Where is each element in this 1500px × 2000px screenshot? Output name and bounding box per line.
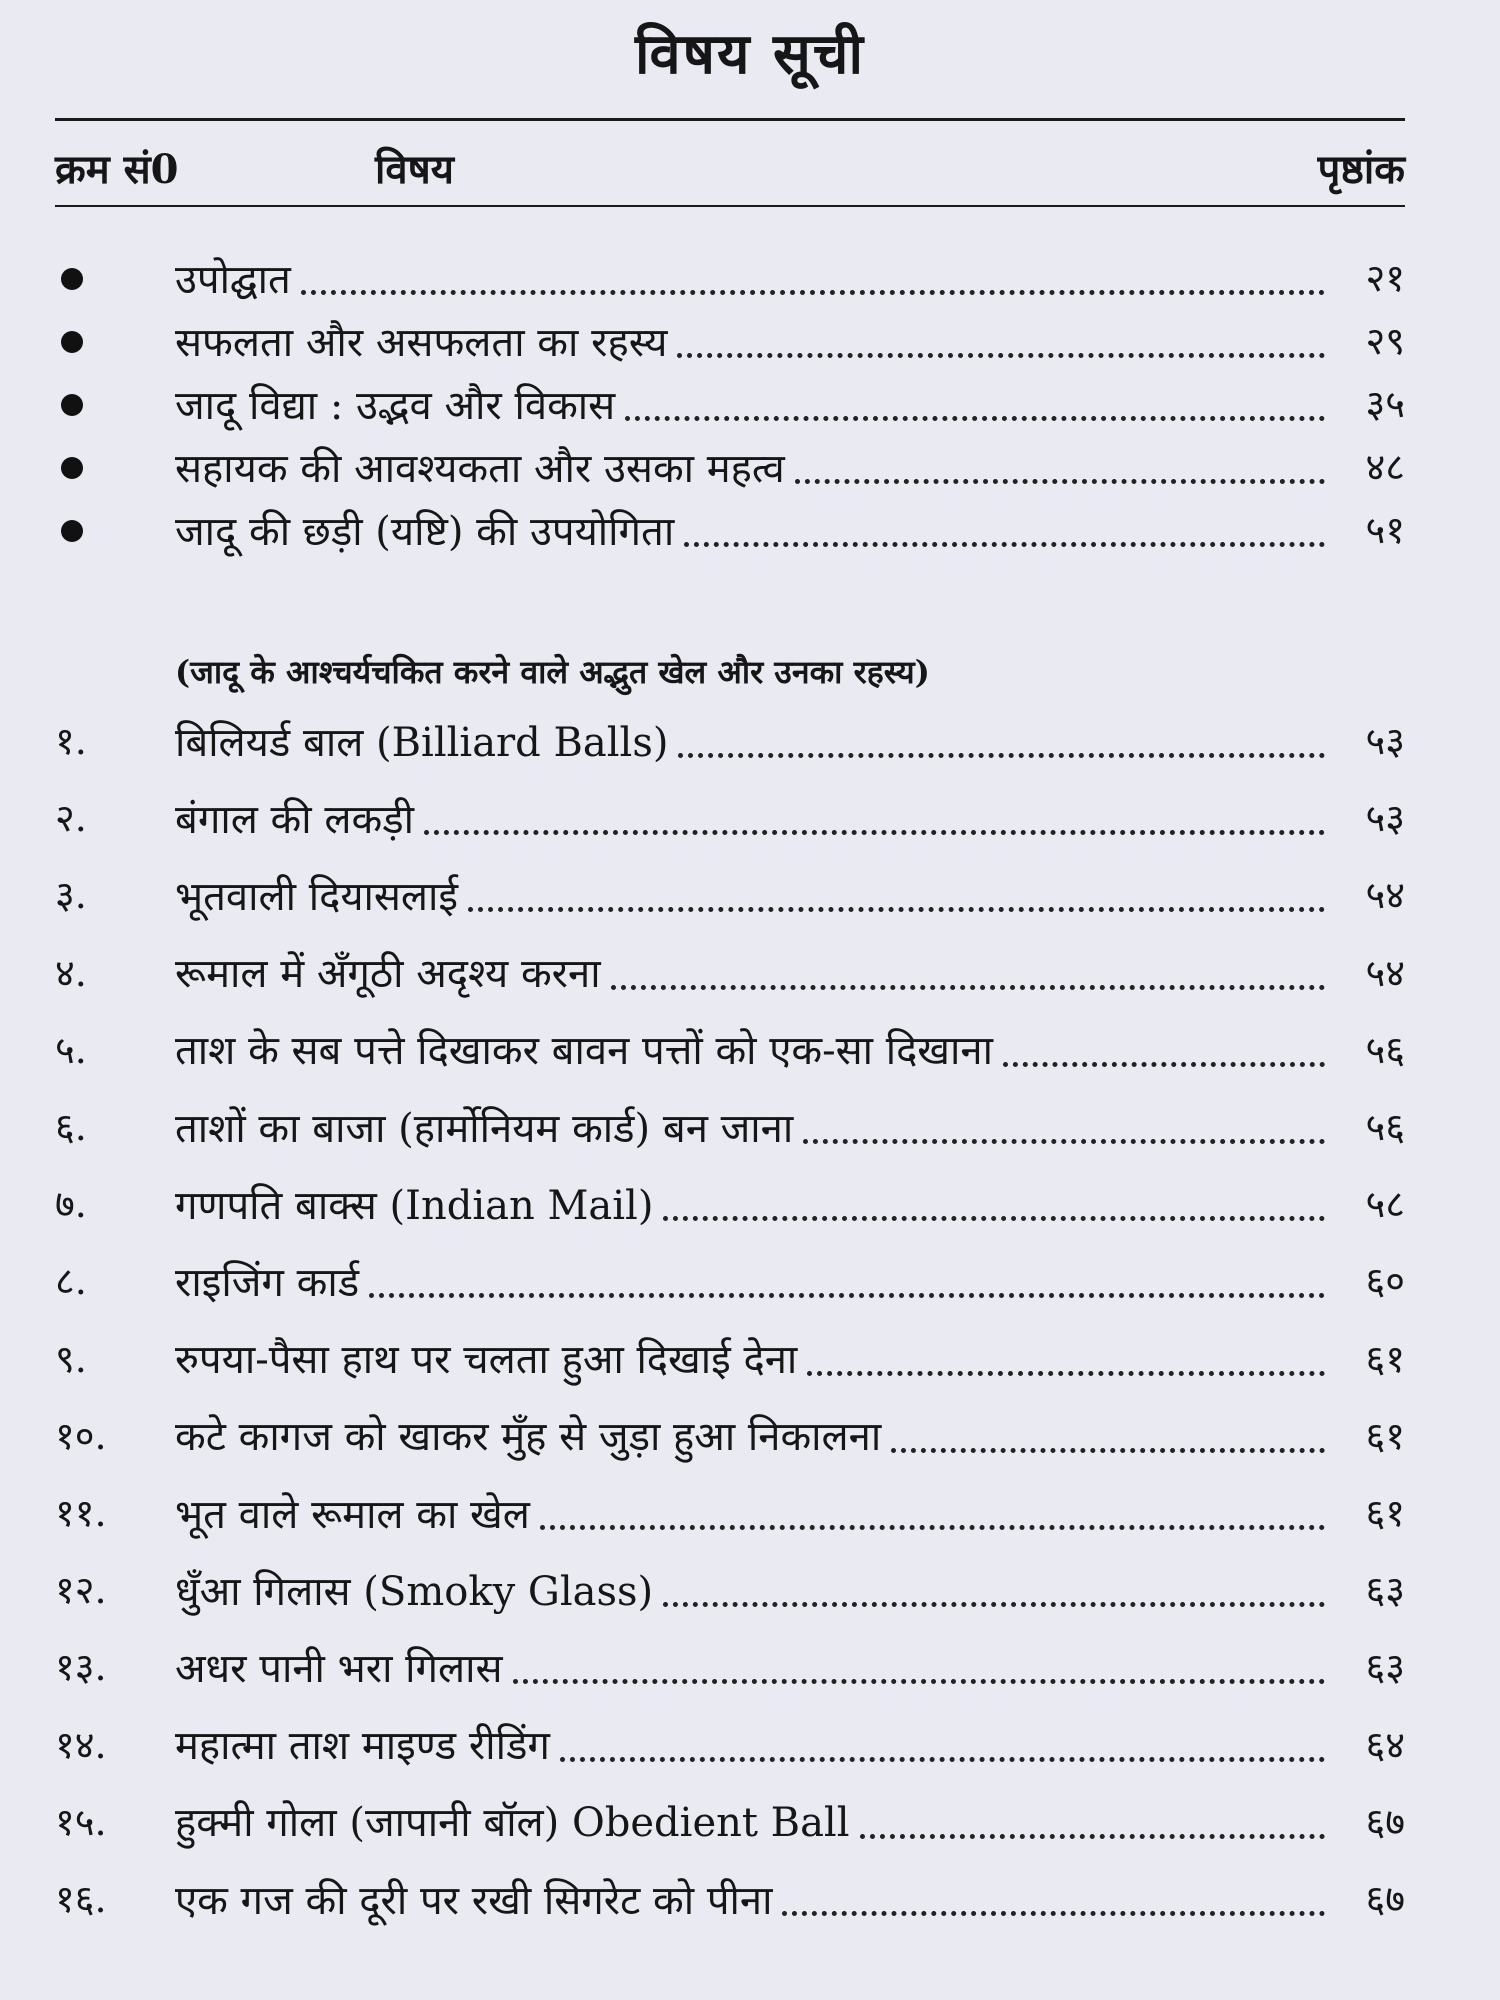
list-item: [55, 1712, 1405, 1776]
list-item: [55, 1248, 1405, 1312]
header-subject: विषय: [375, 146, 454, 193]
dot-leader: [513, 1679, 1325, 1684]
item-title: अधर पानी भरा गिलास: [175, 1645, 503, 1692]
item-title: बंगाल की लकड़ी: [175, 796, 414, 843]
dot-leader: [803, 1139, 1325, 1144]
item-page-number: ६३: [1365, 1645, 1405, 1690]
item-page-number: ५३: [1365, 796, 1405, 841]
dot-leader: [860, 1834, 1325, 1839]
item-page-number: ६१: [1365, 1336, 1405, 1381]
dot-leader: [807, 1371, 1325, 1376]
list-item: [55, 434, 1405, 498]
list-item: [55, 1789, 1405, 1853]
item-title: बिलियर्ड बाल (Billiard Balls): [175, 719, 669, 766]
item-page-number: ६१: [1365, 1413, 1405, 1458]
item-page-number: ६७: [1365, 1877, 1405, 1921]
item-title: भूतवाली दियासलाई: [175, 873, 459, 920]
list-item: [55, 1326, 1405, 1390]
item-number: १.: [55, 719, 87, 763]
item-title: सफलता और असफलता का रहस्य: [175, 319, 668, 366]
item-number: १३.: [55, 1645, 107, 1690]
dot-leader: [663, 1216, 1325, 1221]
item-title: गणपति बाक्स (Indian Mail): [175, 1182, 654, 1229]
item-title: महात्मा ताश माइण्ड रीडिंग: [175, 1723, 550, 1770]
bullet-icon: [55, 255, 175, 299]
dot-leader: [301, 290, 1325, 295]
dot-leader: [424, 830, 1325, 835]
header-page: पृष्ठांक: [1317, 146, 1405, 193]
dot-leader: [663, 1602, 1325, 1607]
item-page-number: ५८: [1365, 1182, 1405, 1227]
item-number: ३.: [55, 873, 87, 918]
list-item: [55, 1403, 1405, 1467]
item-number: ६.: [55, 1105, 87, 1149]
list-item: [55, 785, 1405, 849]
page-title: विषय सूची: [635, 21, 865, 87]
item-number: ४.: [55, 950, 87, 995]
list-item: [55, 308, 1405, 372]
item-number: १०.: [55, 1413, 107, 1458]
dot-leader: [1003, 1062, 1325, 1067]
item-page-number: ५६: [1365, 1105, 1405, 1149]
item-title: ताश के सब पत्ते दिखाकर बावन पत्तों को एक-सा दिखाना: [175, 1028, 993, 1075]
dot-leader: [684, 542, 1325, 547]
item-page-number: ६४: [1365, 1722, 1405, 1767]
item-title: जादू विद्या : उद्भव और विकास: [175, 382, 616, 429]
dot-leader: [540, 1525, 1325, 1530]
item-title: जादू की छड़ी (यष्टि) की उपयोगिता: [175, 508, 675, 555]
list-item: [55, 1634, 1405, 1698]
item-number: १२.: [55, 1568, 107, 1613]
section-note: (जादू के आश्चर्यचकित करने वाले अद्भुत खेल और उनका रहस्य): [175, 653, 930, 691]
item-number: ११.: [55, 1491, 107, 1535]
item-title: ताशों का बाजा (हार्मोनियम कार्ड) बन जाना: [175, 1105, 794, 1152]
bullet-dot-icon: [61, 394, 83, 416]
bullet-dot-icon: [61, 268, 83, 290]
item-number: ८.: [55, 1259, 87, 1304]
dot-leader: [625, 416, 1325, 421]
list-item: [55, 708, 1405, 772]
item-title: उपोद्घात: [175, 256, 291, 303]
item-number: ५.: [55, 1027, 87, 1072]
item-page-number: ३५: [1365, 382, 1405, 426]
list-item: [55, 1171, 1405, 1235]
item-title: धुँआ गिलास (Smoky Glass): [175, 1568, 654, 1615]
item-number: ७.: [55, 1182, 87, 1227]
list-item: [55, 1480, 1405, 1544]
dot-leader: [611, 985, 1325, 990]
item-page-number: ५१: [1365, 508, 1405, 552]
item-page-number: ५३: [1365, 719, 1405, 763]
item-title: रुपया-पैसा हाथ पर चलता हुआ दिखाई देना: [175, 1337, 798, 1384]
item-page-number: ५६: [1365, 1027, 1405, 1072]
dot-leader: [369, 1293, 1325, 1298]
bullet-icon: [55, 318, 175, 362]
item-title: राइजिंग कार्ड: [175, 1259, 360, 1306]
bullet-icon: [55, 381, 175, 425]
dot-leader: [795, 479, 1325, 484]
bullet-dot-icon: [61, 457, 83, 479]
dot-leader: [677, 353, 1325, 358]
item-title: रूमाल में अँगूठी अदृश्य करना: [175, 951, 601, 998]
dot-leader: [560, 1757, 1325, 1762]
item-title: एक गज की दूरी पर रखी सिगरेट को पीना: [175, 1877, 773, 1924]
item-number: १४.: [55, 1722, 107, 1767]
header-bottom-rule: [55, 205, 1405, 207]
item-number: २.: [55, 796, 87, 841]
item-number: १५.: [55, 1799, 107, 1844]
list-item: [55, 1017, 1405, 1081]
list-item: [55, 245, 1405, 309]
list-item: [55, 940, 1405, 1004]
item-title: भूत वाले रूमाल का खेल: [175, 1491, 530, 1538]
item-title: सहायक की आवश्यकता और उसका महत्व: [175, 445, 785, 492]
bullet-dot-icon: [61, 331, 83, 353]
dot-leader: [782, 1911, 1325, 1916]
item-page-number: ५४: [1365, 950, 1405, 995]
item-title: कटे कागज को खाकर मुँह से जुड़ा हुआ निकालना: [175, 1414, 882, 1461]
bullet-icon: [55, 507, 175, 551]
list-item: [55, 1094, 1405, 1158]
dot-leader: [891, 1448, 1325, 1453]
bullet-icon: [55, 444, 175, 488]
dot-leader: [678, 753, 1325, 758]
header-top-rule: [55, 118, 1405, 121]
header-number: क्रम सं0: [55, 146, 179, 193]
list-item: [55, 1557, 1405, 1621]
list-item: [55, 862, 1405, 926]
item-page-number: ६०: [1365, 1259, 1405, 1304]
list-item: [55, 371, 1405, 435]
item-page-number: ६७: [1365, 1799, 1405, 1844]
item-page-number: ५४: [1365, 873, 1405, 918]
item-page-number: ६३: [1365, 1568, 1405, 1613]
list-item: [55, 1866, 1405, 1930]
item-number: ९.: [55, 1336, 87, 1381]
list-item: [55, 497, 1405, 561]
item-page-number: ४८: [1365, 445, 1405, 489]
item-number: १६.: [55, 1877, 107, 1921]
item-page-number: २९: [1365, 319, 1405, 363]
item-page-number: २१: [1365, 256, 1405, 300]
item-page-number: ६१: [1365, 1491, 1405, 1535]
item-title: हुक्मी गोला (जापानी बॉल) Obedient Ball: [175, 1800, 850, 1847]
bullet-dot-icon: [61, 520, 83, 542]
dot-leader: [468, 907, 1325, 912]
